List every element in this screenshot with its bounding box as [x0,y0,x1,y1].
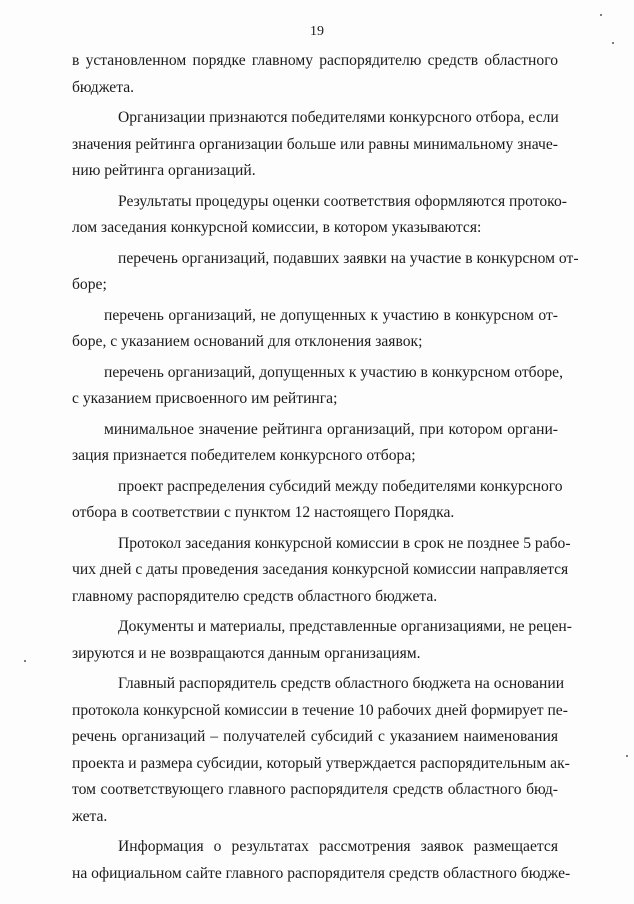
text-line: боре; [72,276,107,293]
paragraph [72,474,563,527]
text-line: жета. [72,807,108,825]
text-line: значения рейтинга организации больше или равны минимальному значе- [72,135,558,153]
text-line: перечень организаций, не допущенных к участию в конкурсном от- [104,306,558,324]
text-line: чих дней с даты проведения заседания конкурсной комиссии направляется [72,561,569,578]
paragraph [72,834,571,887]
text-line: бюджета. [72,78,135,96]
text-line: минимальное значение рейтинга организаций, при котором органи- [104,420,558,438]
text-line: с указанием присвоенного им рейтинга; [72,390,338,407]
page-number: 19 [310,24,324,39]
scan-speck [24,660,26,662]
scan-speck [612,42,614,44]
text-line: проект распределения субсидий между победителями конкурсного [118,477,563,495]
text-line: протокола конкурсной комиссии в течение 10 рабочих дней формирует пе- [72,701,568,719]
text-line: зируются и не возвращаются данным организациям. [72,644,421,662]
text-line: перечень организаций, допущенных к участию в конкурсном отборе, [104,363,563,381]
text-line: зация признается победителем конкурсного отбора; [72,447,416,464]
text-line: главному распорядителю средств областного бюджета. [72,587,438,605]
paragraph [72,246,579,299]
document-body [72,48,579,887]
text-line: перечень организаций, подавших заявки на участие в конкурсном от- [118,249,579,267]
paragraph [72,105,558,185]
paragraph [72,303,558,356]
text-line: Документы и материалы, представленные организациями, не рецен- [118,618,572,635]
paragraph [72,671,570,830]
text-line: Организации признаются победителями конкурсного отбора, если [118,109,559,126]
text-line: Результаты процедуры оценки соответствия оформляются протоко- [118,192,567,210]
text-line: нию рейтинга организаций. [72,162,256,179]
paragraph [72,614,572,667]
text-line: на официальном сайте главного распорядителя средств областного бюдже- [72,864,571,882]
paragraph [72,360,563,413]
text-line: отбора в соответствии с пунктом 12 настоящего Порядка. [72,504,455,521]
text-line: Протокол заседания конкурсной комиссии в срок не позднее 5 рабо- [118,534,571,552]
text-line: лом заседания конкурсной комиссии, в котором указываются: [72,219,482,236]
text-line: боре, с указанием оснований для отклонения заявок; [72,333,423,350]
paragraph [72,417,558,470]
paragraph [72,48,558,101]
paragraph [72,531,571,611]
text-line: в установленном порядке главному распорядителю средств областного [72,52,558,69]
text-line: Главный распорядитель средств областного бюджета на основании [118,675,565,692]
text-line: том соответствующего главного распорядителя средств областного бюд- [72,781,558,798]
paragraph [72,189,567,242]
text-line: Информация о результатах рассмотрения заявок размещается [118,838,558,855]
text-line: проекта и размера субсидии, который утверждается распорядительным ак- [72,754,570,772]
scan-speck [600,14,602,16]
text-line: речень организаций – получателей субсидий с указанием наименования [72,728,558,745]
scan-speck [626,755,628,757]
